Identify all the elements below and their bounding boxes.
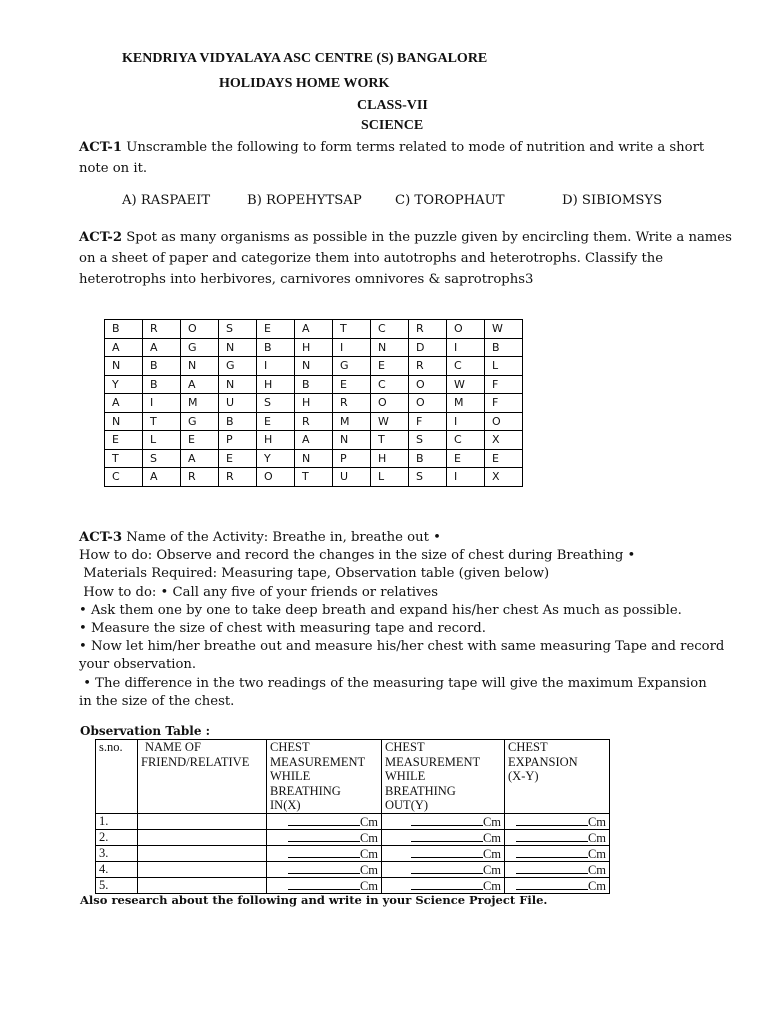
header-out-line: WHILE xyxy=(385,769,426,783)
puzzle-cell: N xyxy=(219,375,257,394)
unit-label: Cm xyxy=(482,814,501,829)
act3-section xyxy=(79,529,724,711)
puzzle-cell: P xyxy=(219,431,257,450)
puzzle-cell: F xyxy=(409,412,447,431)
act1-option-d: D) SIBIOMSYS xyxy=(562,193,663,208)
puzzle-row xyxy=(105,394,523,413)
row-sno: 5. xyxy=(96,877,138,893)
puzzle-cell: A xyxy=(105,394,143,413)
puzzle-cell: T xyxy=(295,468,333,487)
row-name-blank[interactable] xyxy=(138,813,267,829)
puzzle-cell: E xyxy=(219,449,257,468)
puzzle-cell: G xyxy=(333,357,371,376)
class-label: CLASS-VII xyxy=(357,98,428,113)
header-chest-expansion xyxy=(505,740,610,814)
act3-line: Materials Required: Measuring tape, Observation table (given below) xyxy=(79,566,550,582)
puzzle-cell: G xyxy=(219,357,257,376)
unit-label: Cm xyxy=(359,846,378,861)
puzzle-cell: H xyxy=(295,338,333,357)
puzzle-cell: E xyxy=(257,320,295,339)
unit-label: Cm xyxy=(587,862,606,877)
unit-label: Cm xyxy=(587,830,606,845)
puzzle-cell: T xyxy=(371,431,409,450)
unit-label: Cm xyxy=(482,862,501,877)
unit-label: Cm xyxy=(359,862,378,877)
puzzle-cell: P xyxy=(333,449,371,468)
puzzle-cell: A xyxy=(143,338,181,357)
act3-label: ACT-3 xyxy=(79,530,123,545)
puzzle-cell: L xyxy=(371,468,409,487)
puzzle-cell: R xyxy=(409,357,447,376)
puzzle-cell: E xyxy=(105,431,143,450)
puzzle-cell: Y xyxy=(257,449,295,468)
puzzle-cell: M xyxy=(181,394,219,413)
act1-line1: Unscramble the following to form terms related to mode of nutrition and write a short xyxy=(126,140,705,155)
puzzle-cell: A xyxy=(295,320,333,339)
table-row xyxy=(96,813,610,829)
puzzle-cell: C xyxy=(371,320,409,339)
puzzle-cell: E xyxy=(181,431,219,450)
puzzle-cell: W xyxy=(447,375,485,394)
puzzle-cell: F xyxy=(485,375,523,394)
puzzle-cell: A xyxy=(181,449,219,468)
act1-option-c: C) TOROPHAUT xyxy=(395,193,505,208)
row-measurement-cell[interactable] xyxy=(505,877,610,893)
act1-line2: note on it. xyxy=(79,161,148,176)
header-in-line: MEASUREMENT xyxy=(270,754,366,769)
fill-in-blank[interactable] xyxy=(288,878,360,890)
header-out-line: BREATHING xyxy=(385,783,456,798)
puzzle-cell: I xyxy=(257,357,295,376)
header-name-line1: NAME OF xyxy=(145,740,201,754)
puzzle-cell: S xyxy=(409,468,447,487)
puzzle-cell: C xyxy=(447,431,485,450)
act1-option-b: B) ROPEHYTSAP xyxy=(247,193,362,208)
puzzle-cell: E xyxy=(257,412,295,431)
puzzle-cell: X xyxy=(485,431,523,450)
act3-line: • Now let him/her breathe out and measure his/her chest with same measuring Tape and record xyxy=(79,639,725,655)
header-exp-line: EXPANSION xyxy=(508,754,578,769)
puzzle-cell: L xyxy=(143,431,181,450)
header-in-line: WHILE xyxy=(270,769,311,783)
row-measurement-cell[interactable] xyxy=(267,861,382,877)
puzzle-cell: A xyxy=(143,468,181,487)
puzzle-cell: T xyxy=(143,412,181,431)
act3-line: • Ask them one by one to take deep breath and expand his/her chest As much as possible. xyxy=(79,602,682,618)
puzzle-cell: C xyxy=(105,468,143,487)
fill-in-blank[interactable] xyxy=(411,846,483,858)
row-measurement-cell[interactable] xyxy=(382,877,505,893)
header-in-line: BREATHING xyxy=(270,783,341,798)
row-name-blank[interactable] xyxy=(138,877,267,893)
puzzle-cell: B xyxy=(105,320,143,339)
puzzle-cell: O xyxy=(181,320,219,339)
row-measurement-cell[interactable] xyxy=(505,829,610,845)
puzzle-cell: W xyxy=(371,412,409,431)
fill-in-blank[interactable] xyxy=(288,862,360,874)
puzzle-row xyxy=(105,375,523,394)
header-name-line2: FRIEND/RELATIVE xyxy=(141,754,250,769)
header-exp-line: CHEST xyxy=(508,740,548,754)
header-in-line: IN(X) xyxy=(270,798,301,812)
puzzle-cell: B xyxy=(219,412,257,431)
row-measurement-cell[interactable] xyxy=(505,845,610,861)
header-chest-in xyxy=(267,740,382,814)
puzzle-cell: O xyxy=(447,320,485,339)
puzzle-row xyxy=(105,449,523,468)
unit-label: Cm xyxy=(587,814,606,829)
puzzle-cell: N xyxy=(181,357,219,376)
puzzle-row xyxy=(105,468,523,487)
puzzle-cell: A xyxy=(105,338,143,357)
row-measurement-cell[interactable] xyxy=(267,813,382,829)
unit-label: Cm xyxy=(359,878,378,893)
puzzle-cell: R xyxy=(409,320,447,339)
fill-in-blank[interactable] xyxy=(516,814,588,826)
puzzle-cell: Y xyxy=(105,375,143,394)
puzzle-cell: B xyxy=(143,375,181,394)
header-out-line: CHEST xyxy=(385,740,425,754)
unit-label: Cm xyxy=(359,830,378,845)
puzzle-cell: S xyxy=(143,449,181,468)
puzzle-cell: E xyxy=(333,375,371,394)
observation-table xyxy=(95,739,610,894)
fill-in-blank[interactable] xyxy=(411,878,483,890)
puzzle-cell: R xyxy=(219,468,257,487)
act1-label: ACT-1 xyxy=(79,140,123,155)
puzzle-cell: T xyxy=(105,449,143,468)
fill-in-blank[interactable] xyxy=(288,846,360,858)
puzzle-cell: I xyxy=(447,412,485,431)
puzzle-cell: R xyxy=(295,412,333,431)
puzzle-cell: H xyxy=(257,375,295,394)
act3-line: How to do: Observe and record the changes in the size of chest during Breathing • xyxy=(79,548,636,564)
puzzle-cell: B xyxy=(143,357,181,376)
puzzle-cell: G xyxy=(181,412,219,431)
act3-line: • The difference in the two readings of the measuring tape will give the maximum Expansion xyxy=(79,675,707,691)
unit-label: Cm xyxy=(482,846,501,861)
act3-line: your observation. xyxy=(79,657,197,673)
puzzle-cell: E xyxy=(371,357,409,376)
puzzle-cell: O xyxy=(371,394,409,413)
row-measurement-cell[interactable] xyxy=(505,861,610,877)
puzzle-cell: H xyxy=(295,394,333,413)
row-sno: 1. xyxy=(96,813,138,829)
row-measurement-cell[interactable] xyxy=(267,877,382,893)
puzzle-cell: O xyxy=(409,394,447,413)
observation-header-row xyxy=(96,740,610,814)
puzzle-cell: O xyxy=(409,375,447,394)
act2-line3: heterotrophs into herbivores, carnivores omnivores & saprotrophs3 xyxy=(79,272,534,287)
puzzle-cell: I xyxy=(447,468,485,487)
table-row xyxy=(96,845,610,861)
puzzle-cell: U xyxy=(333,468,371,487)
act3-line: Name of the Activity: Breathe in, breathe out • xyxy=(126,530,441,545)
act2-line2: on a sheet of paper and categorize them into autotrophs and heterotrophs. Classify the xyxy=(79,251,664,266)
header-sno: s.no. xyxy=(96,740,138,814)
puzzle-cell: T xyxy=(333,320,371,339)
row-measurement-cell[interactable] xyxy=(382,861,505,877)
puzzle-cell: N xyxy=(105,357,143,376)
header-out-line: MEASUREMENT xyxy=(385,754,481,769)
row-measurement-cell[interactable] xyxy=(382,813,505,829)
puzzle-cell: R xyxy=(181,468,219,487)
fill-in-blank[interactable] xyxy=(516,878,588,890)
row-sno: 4. xyxy=(96,861,138,877)
puzzle-cell: I xyxy=(333,338,371,357)
puzzle-cell: N xyxy=(219,338,257,357)
row-measurement-cell[interactable] xyxy=(382,845,505,861)
table-row xyxy=(96,877,610,893)
puzzle-cell: S xyxy=(219,320,257,339)
act1-option-a: A) RASPAEIT xyxy=(122,193,211,208)
row-name-blank[interactable] xyxy=(138,845,267,861)
puzzle-cell: N xyxy=(371,338,409,357)
puzzle-cell: A xyxy=(295,431,333,450)
puzzle-cell: N xyxy=(105,412,143,431)
puzzle-cell: I xyxy=(447,338,485,357)
puzzle-cell: F xyxy=(485,394,523,413)
act1-paragraph xyxy=(79,137,719,179)
act3-line: in the size of the chest. xyxy=(79,693,235,709)
header-out-line: OUT(Y) xyxy=(385,798,429,812)
fill-in-blank[interactable] xyxy=(411,814,483,826)
puzzle-cell: M xyxy=(447,394,485,413)
act3-line: • Measure the size of chest with measuring tape and record. xyxy=(79,621,486,637)
puzzle-cell: R xyxy=(333,394,371,413)
row-name-blank[interactable] xyxy=(138,829,267,845)
puzzle-cell: N xyxy=(295,449,333,468)
table-row xyxy=(96,829,610,845)
puzzle-cell: B xyxy=(295,375,333,394)
puzzle-cell: G xyxy=(181,338,219,357)
fill-in-blank[interactable] xyxy=(516,830,588,842)
school-name: KENDRIYA VIDYALAYA ASC CENTRE (S) BANGALORE xyxy=(122,51,488,66)
puzzle-cell: X xyxy=(485,468,523,487)
puzzle-cell: C xyxy=(371,375,409,394)
puzzle-row xyxy=(105,338,523,357)
puzzle-cell: W xyxy=(485,320,523,339)
table-row xyxy=(96,861,610,877)
puzzle-cell: I xyxy=(143,394,181,413)
word-puzzle-grid xyxy=(104,319,523,487)
header-chest-out xyxy=(382,740,505,814)
puzzle-row xyxy=(105,412,523,431)
row-name-blank[interactable] xyxy=(138,861,267,877)
unit-label: Cm xyxy=(359,814,378,829)
row-measurement-cell[interactable] xyxy=(267,845,382,861)
puzzle-cell: M xyxy=(333,412,371,431)
subject-label: SCIENCE xyxy=(361,118,424,133)
puzzle-row xyxy=(105,431,523,450)
puzzle-cell: O xyxy=(257,468,295,487)
header-exp-line: (X-Y) xyxy=(508,769,539,783)
puzzle-cell: B xyxy=(485,338,523,357)
puzzle-cell: N xyxy=(333,431,371,450)
unit-label: Cm xyxy=(482,878,501,893)
puzzle-cell: B xyxy=(409,449,447,468)
puzzle-cell: H xyxy=(371,449,409,468)
fill-in-blank[interactable] xyxy=(288,814,360,826)
header-name xyxy=(138,740,267,814)
row-measurement-cell[interactable] xyxy=(267,829,382,845)
puzzle-cell: L xyxy=(485,357,523,376)
act2-label: ACT-2 xyxy=(79,230,123,245)
puzzle-cell: D xyxy=(409,338,447,357)
row-measurement-cell[interactable] xyxy=(382,829,505,845)
puzzle-cell: E xyxy=(485,449,523,468)
puzzle-cell: U xyxy=(219,394,257,413)
puzzle-cell: C xyxy=(447,357,485,376)
fill-in-blank[interactable] xyxy=(411,862,483,874)
observation-table-title: Observation Table : xyxy=(80,724,211,738)
fill-in-blank[interactable] xyxy=(516,846,588,858)
act2-paragraph xyxy=(79,227,732,290)
unit-label: Cm xyxy=(587,878,606,893)
puzzle-row xyxy=(105,357,523,376)
homework-title: HOLIDAYS HOME WORK xyxy=(219,76,390,91)
act2-line1: Spot as many organisms as possible in the puzzle given by encircling them. Write a names xyxy=(126,230,732,245)
puzzle-cell: N xyxy=(295,357,333,376)
unit-label: Cm xyxy=(482,830,501,845)
row-sno: 2. xyxy=(96,829,138,845)
fill-in-blank[interactable] xyxy=(411,830,483,842)
puzzle-cell: R xyxy=(143,320,181,339)
fill-in-blank[interactable] xyxy=(516,862,588,874)
unit-label: Cm xyxy=(587,846,606,861)
row-sno: 3. xyxy=(96,845,138,861)
puzzle-cell: H xyxy=(257,431,295,450)
row-measurement-cell[interactable] xyxy=(505,813,610,829)
puzzle-cell: E xyxy=(447,449,485,468)
puzzle-cell: A xyxy=(181,375,219,394)
act3-line: How to do: • Call any five of your friends or relatives xyxy=(79,584,439,600)
puzzle-cell: B xyxy=(257,338,295,357)
fill-in-blank[interactable] xyxy=(288,830,360,842)
puzzle-cell: S xyxy=(409,431,447,450)
puzzle-row xyxy=(105,320,523,339)
puzzle-cell: S xyxy=(257,394,295,413)
footer-instruction: Also research about the following and write in your Science Project File. xyxy=(80,893,548,907)
puzzle-cell: O xyxy=(485,412,523,431)
header-in-line: CHEST xyxy=(270,740,310,754)
